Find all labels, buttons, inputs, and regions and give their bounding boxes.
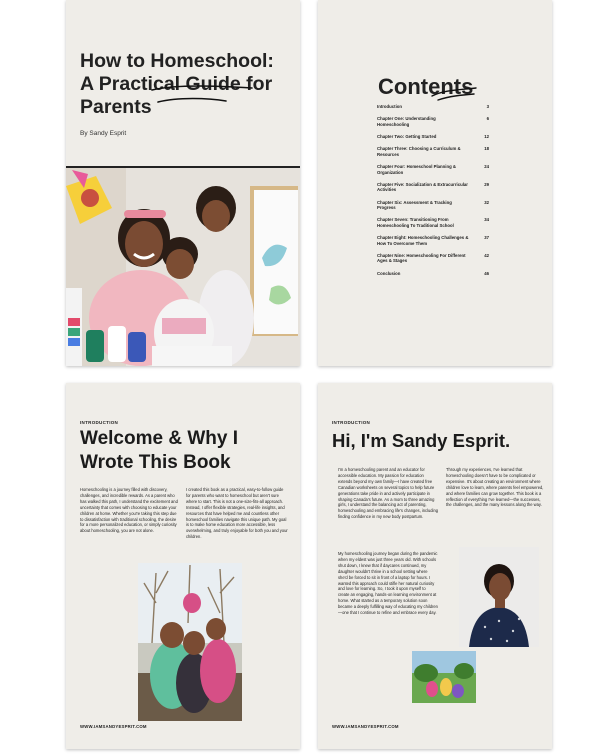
cover-page bbox=[66, 0, 300, 366]
cover-family-photo bbox=[66, 168, 300, 366]
toc-entry[interactable] bbox=[377, 116, 489, 127]
about-heading: Hi, I'm Sandy Esprit. bbox=[332, 430, 511, 451]
cover-title-line-3: Parents bbox=[80, 96, 152, 118]
welcome-column-2: I created this book as a practical, easy-to-follow guide for parents who want to homeschool but aren't sure where to start. This is not a one-size-fits-all approach. Instead, I offer flexible strategies, real-life insights, and resources that have helped me and countless other homeschool families navigate this unique path. My goal is to make home education more accessible, less overwhelming, and truly enjoyable for both you and your children. bbox=[186, 487, 288, 540]
toc-entry[interactable] bbox=[377, 164, 489, 175]
toc-entry-page: 12 bbox=[484, 133, 489, 139]
website-footer[interactable]: WWW.IAMSANDYESPRIT.COM bbox=[80, 724, 147, 729]
about-column-2: Through my experiences, I've learned that homeschooling doesn't have to be complicated or expensive. It's about creating an environment where children love to learn, where parents feel empowered, and where families can grow together. This book is a reflection of everything I've learned—the successes, the challenges, and the many lessons along the way. bbox=[446, 467, 544, 508]
toc-entry-title: Chapter Nine: Homeschooling For Different Ages & Stages bbox=[377, 252, 466, 264]
about-column-1-paragraph-1: I'm a homeschooling parent and an educator for accessible education. My passion for education extends beyond my own family—I have created free Canadian worksheets on several topics to help future generations take pride in and actively participate in shaping Canada's future. As a mom to three amazing girls, I understand the balancing act of parenting, homeschooling and embracing life's changes, including finding confidence in my new body postpartum. bbox=[338, 467, 439, 520]
toc-entry-title: Chapter One: Understanding Homeschooling bbox=[377, 116, 436, 127]
table-of-contents bbox=[377, 104, 489, 283]
toc-entry-page: 6 bbox=[486, 116, 489, 122]
section-label: INTRODUCTION bbox=[80, 420, 119, 425]
toc-entry-title: Chapter Two: Getting Started bbox=[377, 133, 437, 139]
toc-entry[interactable] bbox=[377, 271, 489, 277]
toc-entry-page: 29 bbox=[484, 181, 489, 187]
toc-entry-page: 34 bbox=[484, 217, 489, 223]
toc-entry-title: Chapter Three: Choosing a Curriculum & Resources bbox=[377, 146, 461, 157]
family-outdoor-photo bbox=[138, 563, 242, 721]
cover-author: By Sandy Esprit bbox=[80, 130, 127, 137]
welcome-heading-line-2: Wrote This Book bbox=[80, 452, 231, 473]
welcome-heading bbox=[80, 427, 238, 475]
toc-entry-page: 46 bbox=[484, 270, 489, 276]
toc-entry-page: 18 bbox=[484, 146, 489, 152]
toc-entry-page: 3 bbox=[486, 104, 489, 109]
toc-entry-title: Chapter Five: Socialization & Extracurricular Activities bbox=[377, 181, 468, 193]
toc-entry-page: 24 bbox=[484, 163, 489, 169]
toc-entry[interactable] bbox=[377, 134, 489, 140]
welcome-heading-line-1: Welcome & Why I bbox=[80, 428, 239, 449]
toc-entry-title: Introduction bbox=[377, 104, 403, 109]
toc-entry[interactable] bbox=[377, 217, 489, 228]
outdoor-activity-photo bbox=[412, 651, 476, 703]
toc-entry[interactable] bbox=[377, 104, 489, 110]
toc-entry[interactable] bbox=[377, 253, 489, 264]
about-page bbox=[318, 383, 552, 749]
title-underline-scribble bbox=[148, 80, 258, 110]
website-footer[interactable]: WWW.IAMSANDYESPRIT.COM bbox=[332, 724, 399, 729]
contents-title: Contents bbox=[378, 74, 474, 99]
toc-entry[interactable] bbox=[377, 235, 489, 246]
toc-entry-title: Conclusion bbox=[377, 270, 401, 276]
welcome-column-1: Homeschooling is a journey filled with discovery, challenges, and incredible rewards. As a parent who has walked this path, I understand the excitement and uncertainty that comes with choosing to educate your children at home. Whether you're taking this step due to dissatisfaction with traditional schooling, the desire for a more personalized education, or simply curiosity about homeschooling, you are not alone. bbox=[80, 487, 178, 534]
toc-entry[interactable] bbox=[377, 182, 489, 193]
contents-page bbox=[318, 0, 552, 366]
about-column-1-paragraph-2: My homeschooling journey began during the pandemic when my eldest was just three years old. With schools shut down, I knew that if daycares continued, my daughter wouldn't thrive in a school setting where she'd be forced to sit in front of a laptop for hours. I wanted this approach could stifle her natural curiosity and love for learning. So, I took it upon myself to create an engaging, hands-on learning environment at home. What started as a temporary solution soon became a deeply fulfilling way of educating my children—one that I continue to refine and embrace every day. bbox=[338, 551, 438, 616]
cover-title-line-1: How to Homeschool: bbox=[80, 50, 274, 72]
author-portrait-photo bbox=[459, 547, 539, 647]
toc-entry-page: 37 bbox=[484, 235, 489, 241]
toc-entry-title: Chapter Seven: Transitioning From Homeschooling To Traditional School bbox=[377, 217, 454, 228]
toc-entry-title: Chapter Six: Assessment & Tracking Progress bbox=[377, 199, 452, 211]
toc-entry[interactable] bbox=[377, 200, 489, 211]
welcome-page bbox=[66, 383, 300, 749]
toc-entry[interactable] bbox=[377, 146, 489, 157]
toc-entry-title: Chapter Four: Homeschool Planning & Organization bbox=[377, 163, 457, 175]
contents-underline-scribble bbox=[430, 80, 480, 104]
toc-entry-page: 32 bbox=[484, 199, 489, 205]
toc-entry-page: 42 bbox=[484, 252, 489, 258]
cover-title-line-2: A Practical Guide for bbox=[80, 73, 273, 95]
toc-entry-title: Chapter Eight: Homeschooling Challenges & How To Overcome Them bbox=[377, 235, 469, 246]
section-label: INTRODUCTION bbox=[332, 420, 371, 425]
